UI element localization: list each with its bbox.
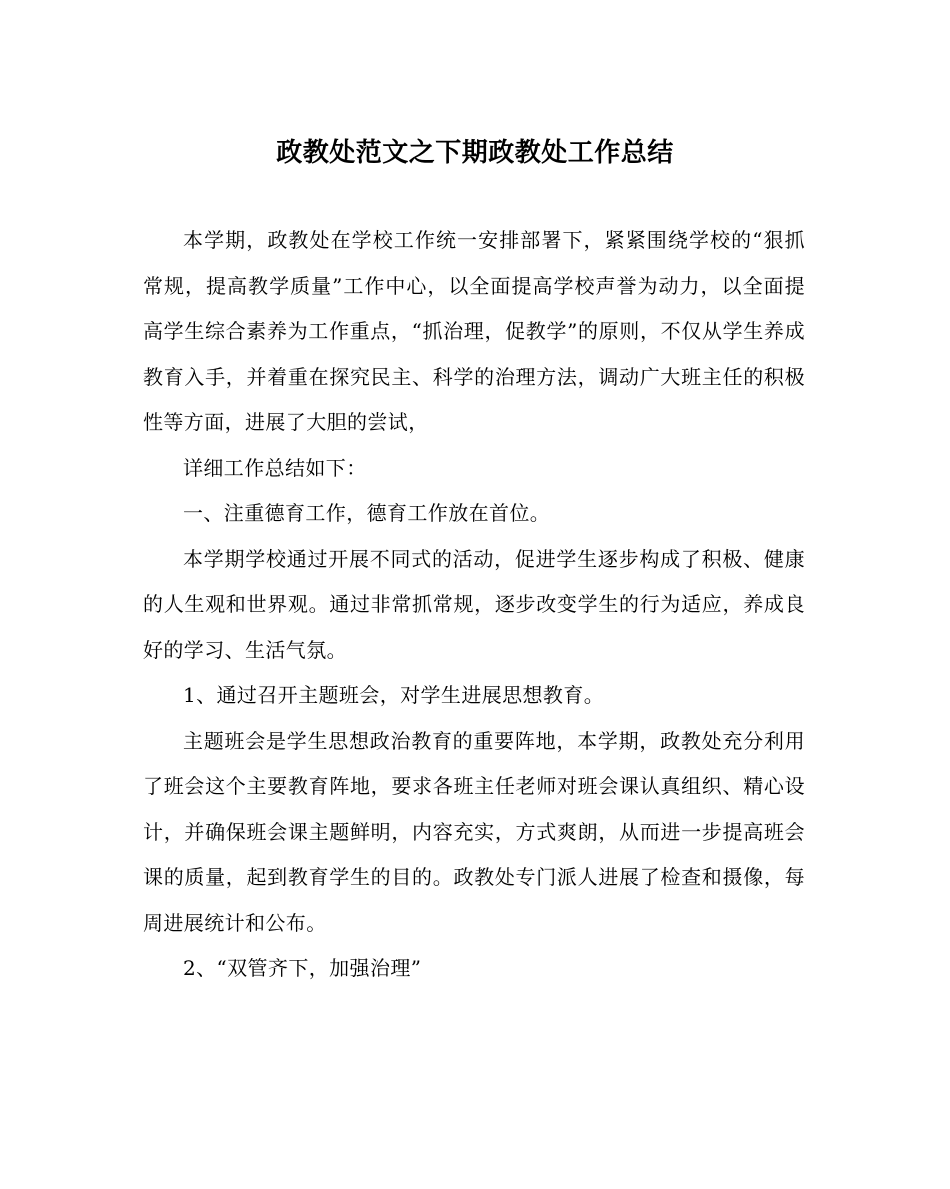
subheading-2: 2、“双管齐下，加强治理” <box>183 956 422 980</box>
document-body <box>143 218 805 992</box>
document-title: 政教处范文之下期政教处工作总结 <box>276 138 674 168</box>
paragraph-section-1: 本学期学校通过开展不同式的活动，促进学生逐步构成了积极、健康的人生观和世界观。通过非常抓常规，逐步改变学生的行为适应，养成良好的学习、生活气氛。 <box>143 546 805 662</box>
paragraph-intro: 本学期，政教处在学校工作统一安排部署下，紧紧围绕学校的“狠抓常规，提高教学质量”工作中心，以全面提高学校声誉为动力，以全面提高学生综合素养为工作重点，“抓治理，促教学”的原则，不仅从学生养成教育入手，并着重在探究民主、科学的治理方法，调动广大班主任的积极性等方面，进展了大胆的尝试， <box>143 228 805 434</box>
section-heading-1: 一、注重德育工作，德育工作放在首位。 <box>183 501 551 525</box>
subheading-1: 1、通过召开主题班会，对学生进展思想教育。 <box>183 683 605 707</box>
paragraph-class-meeting: 主题班会是学生思想政治教育的重要阵地，本学期，政教处充分利用了班会这个主要教育阵地，要求各班主任老师对班会课认真组织、精心设计，并确保班会课主题鲜明，内容充实，方式爽朗，从而进一步提高班会课的质量，起到教育学生的目的。政教处专门派人进展了检查和摄像，每周进展统计和公布。 <box>143 728 805 935</box>
paragraph-summary-lead: 详细工作总结如下： <box>183 455 367 480</box>
